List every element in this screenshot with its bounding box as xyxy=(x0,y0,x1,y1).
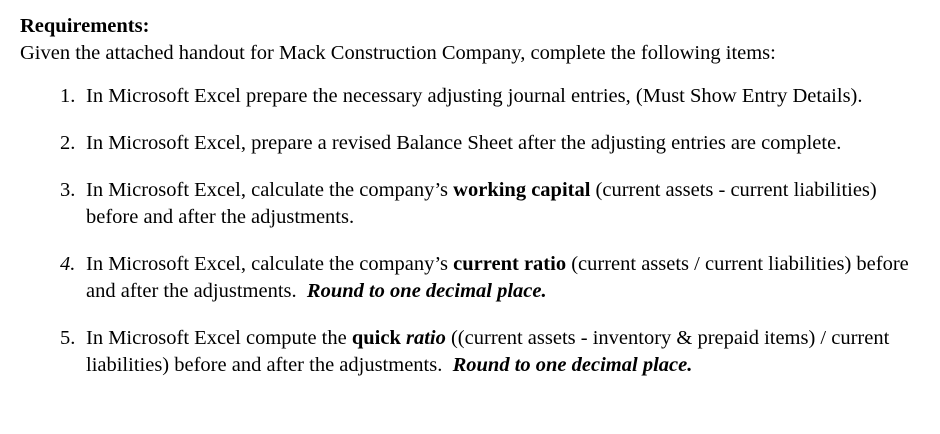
text-segment: Round to one decimal place. xyxy=(306,280,547,302)
list-item-text xyxy=(86,177,931,231)
list-item xyxy=(60,177,931,231)
text-segment: quick xyxy=(351,327,406,349)
list-item xyxy=(60,325,931,379)
text-segment: ratio xyxy=(405,327,446,349)
document-intro: Given the attached handout for Mack Construction Company, complete the following items: xyxy=(20,42,776,64)
list-item-text xyxy=(86,83,931,110)
text-segment: working capital xyxy=(453,179,591,201)
list-item xyxy=(60,83,931,110)
text-segment: ((current assets - inventory & prepaid items) / current liabilities) before and after the adjustments. xyxy=(86,327,895,376)
list-item xyxy=(60,130,931,157)
text-segment: In Microsoft Excel compute the xyxy=(86,327,352,349)
list-item-text xyxy=(86,130,931,157)
document-heading: Requirements: xyxy=(20,15,150,37)
list-item-text xyxy=(86,251,931,305)
text-segment: In Microsoft Excel, calculate the company’s xyxy=(86,253,454,275)
requirements-list xyxy=(20,83,931,379)
list-item-text xyxy=(86,325,931,379)
text-segment: In Microsoft Excel prepare the necessary adjusting journal entries, (Must Show Entry Details). xyxy=(86,85,863,107)
text-segment: current ratio xyxy=(453,253,567,275)
text-segment: (current assets - current liabilities) before and after the adjustments. xyxy=(86,179,882,228)
list-item-number: 4. xyxy=(60,253,76,275)
text-segment: Round to one decimal place. xyxy=(452,354,693,376)
list-item-number: 2. xyxy=(60,132,76,154)
text-segment: In Microsoft Excel, calculate the company’s xyxy=(86,179,454,201)
list-item-number: 5. xyxy=(60,327,76,349)
text-segment: In Microsoft Excel, prepare a revised Balance Sheet after the adjusting entries are complete. xyxy=(86,132,842,154)
list-item-number: 1. xyxy=(60,85,76,107)
text-segment: (current assets / current liabilities) before and after the adjustments. xyxy=(86,253,914,302)
list-item xyxy=(60,251,931,305)
list-item-number: 3. xyxy=(60,179,76,201)
